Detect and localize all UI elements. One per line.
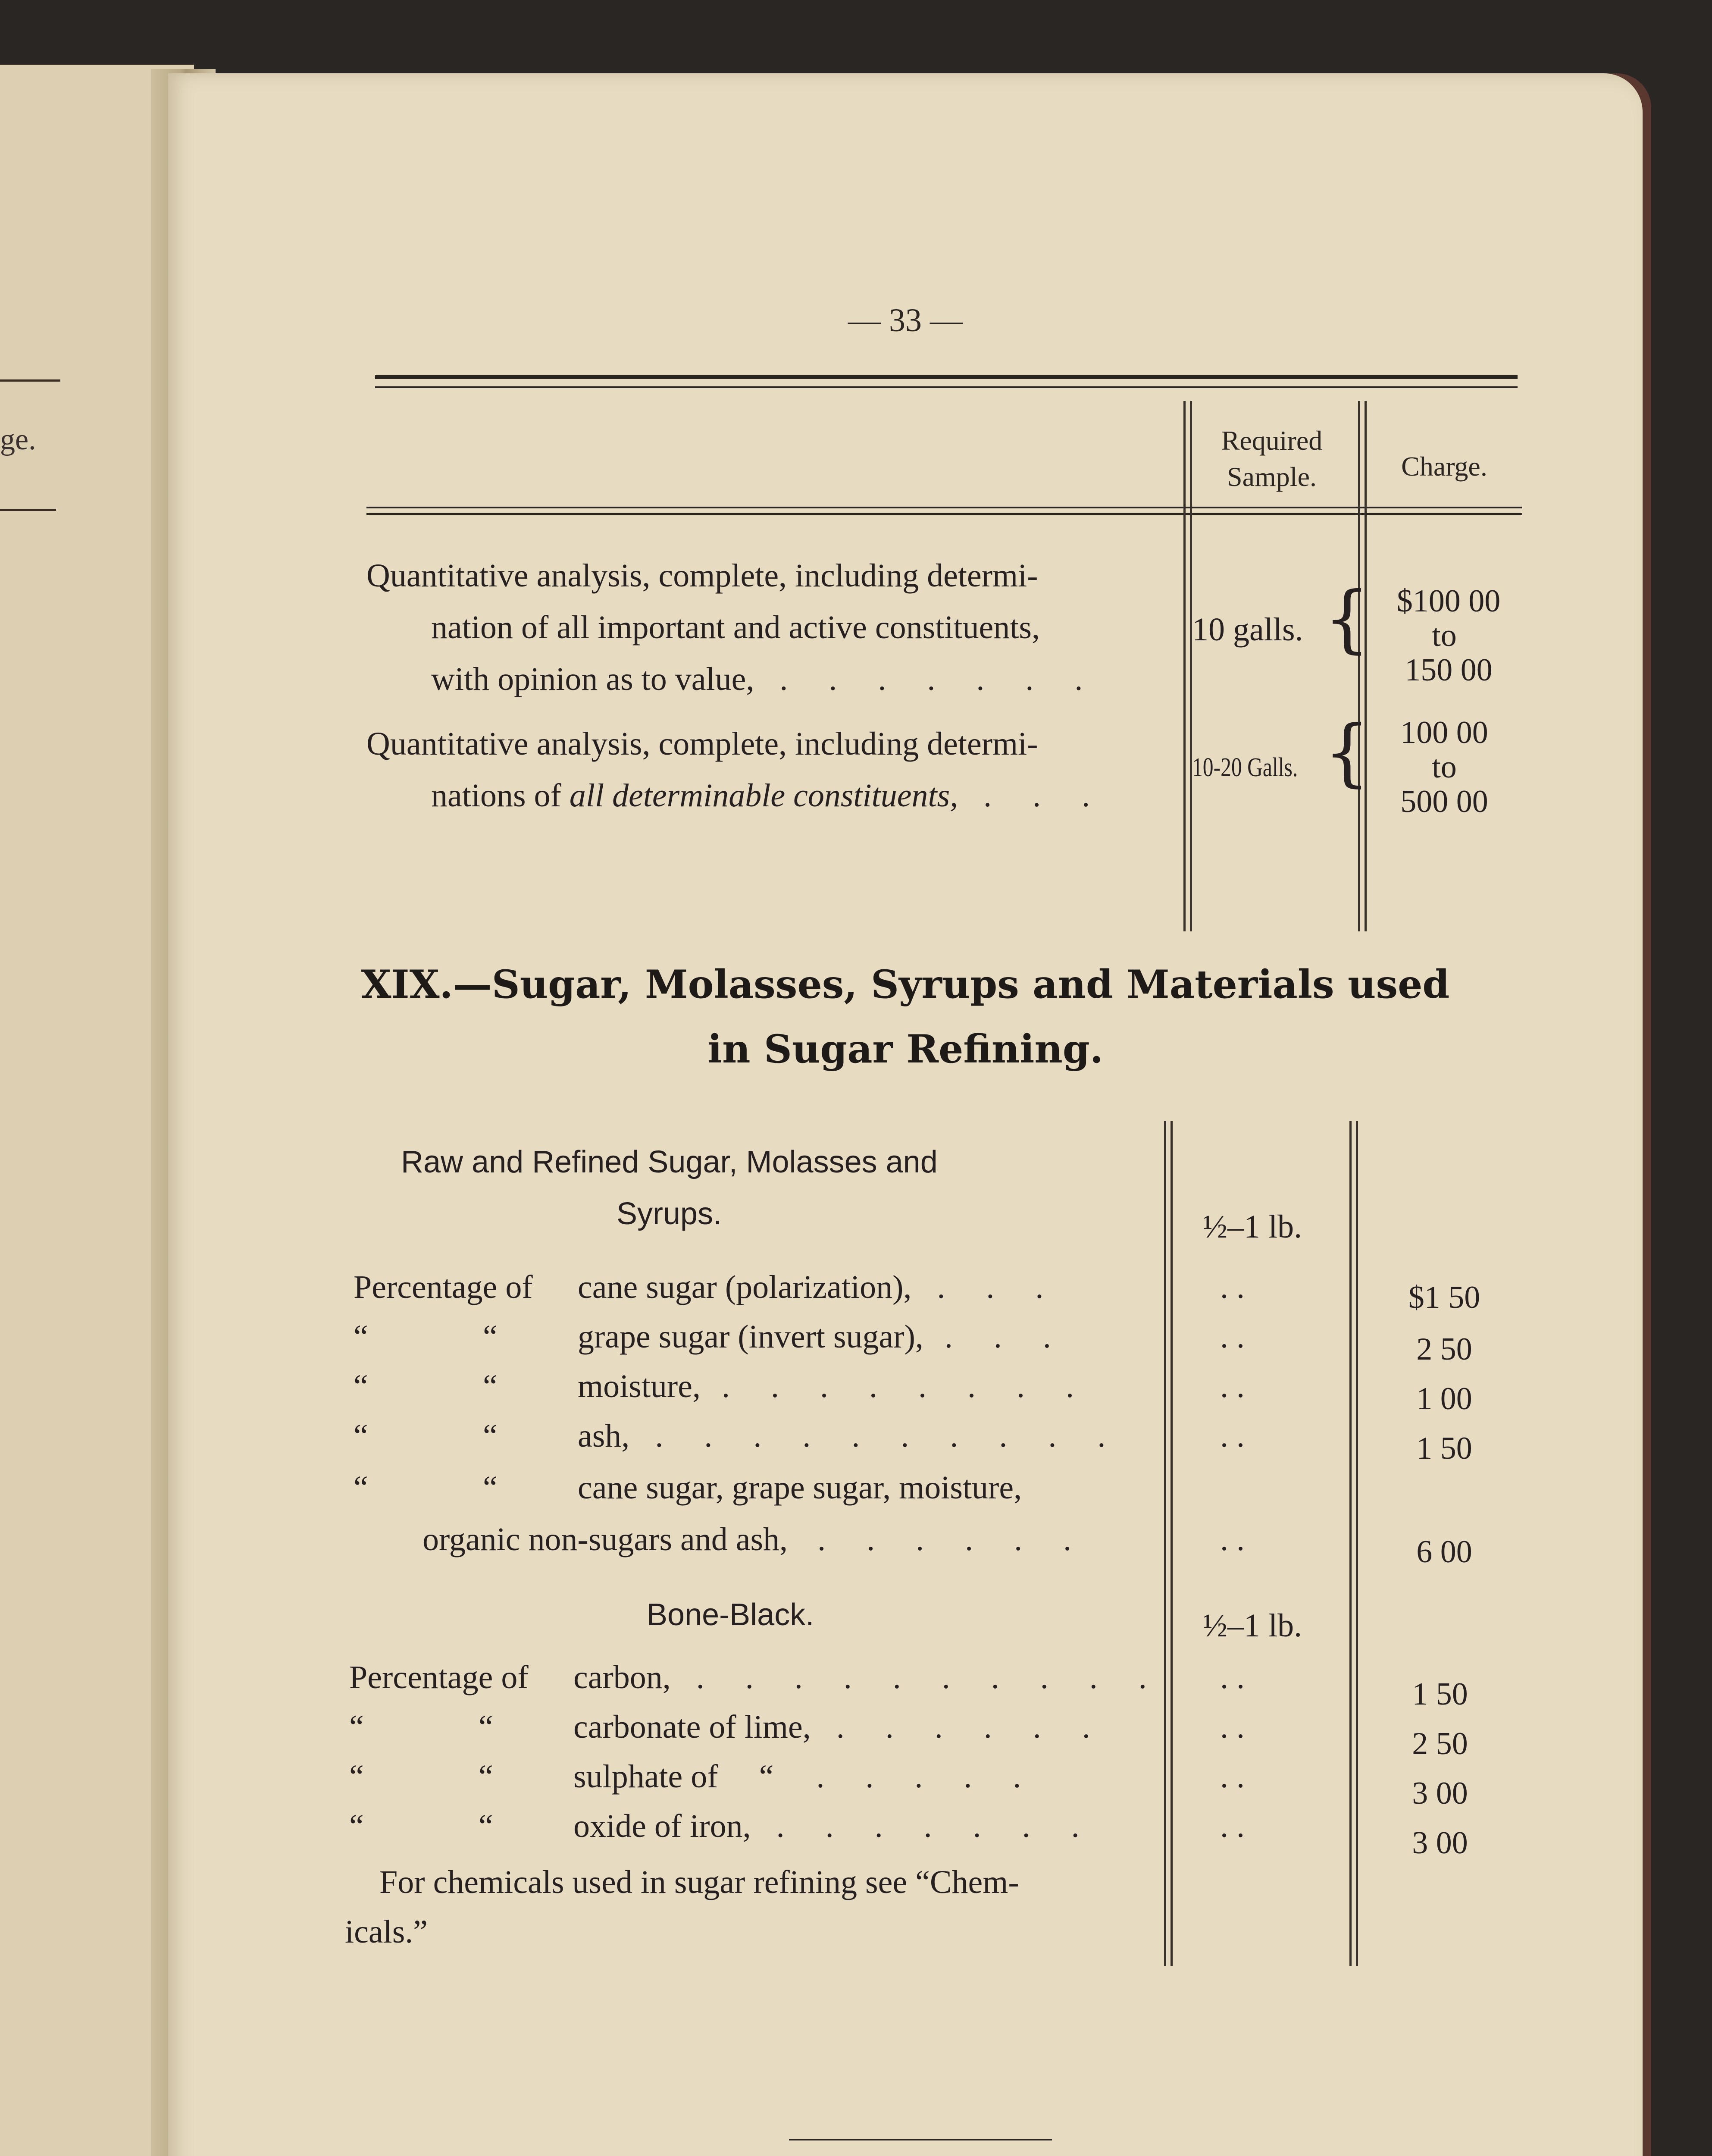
leader-dots: . . . . . . . . [721, 1368, 1090, 1404]
boneblack-sample: ½–1 lb. [1203, 1608, 1302, 1644]
row1-line3-text: with opinion as to value, [431, 661, 754, 697]
closing-rule [789, 2139, 1052, 2140]
leader-dots: . . . . . . . . . . [696, 1659, 1163, 1695]
leader-dots: . . . . . . . [779, 661, 1099, 697]
sugar-heading-line1: Raw and Refined Sugar, Molasses and [401, 1145, 938, 1179]
sugar-combined-line1 [354, 1464, 1022, 1511]
sample-dots: . . [1220, 1808, 1245, 1844]
ditto-mark: “ [483, 1418, 498, 1454]
row2-charge-mid: to [1432, 749, 1457, 785]
row1-charge-top: $100 00 [1396, 583, 1501, 619]
section-title-line1: XIX.—Sugar, Molasses, Syrups and Materials used [361, 962, 1450, 1007]
ditto-mark: “ [349, 1808, 364, 1844]
item-text: sulphate of “ [573, 1758, 774, 1795]
ditto-mark: “ [354, 1368, 368, 1404]
column-rule [1356, 1121, 1358, 1966]
sugar-item [354, 1363, 1090, 1410]
chemicals-note-line2: icals.” [345, 1914, 428, 1950]
left-page-rule [0, 509, 56, 511]
row2-charge-top: 100 00 [1400, 715, 1488, 750]
column-rule [1349, 1121, 1352, 1966]
sugar-charge: 2 50 [1416, 1332, 1472, 1367]
item-text: carbon, [573, 1659, 671, 1695]
boneblack-heading: Bone-Black. [647, 1598, 814, 1632]
column-rule [1164, 1121, 1166, 1966]
column-rule [1171, 1121, 1173, 1966]
left-page-fragment: ge. [0, 423, 36, 456]
sugar-charge: 1 50 [1416, 1431, 1472, 1466]
row1-brace: { [1324, 576, 1371, 661]
row1-charge-bot: 150 00 [1405, 652, 1493, 688]
row2-line2-prefix: nations of [431, 777, 561, 814]
row2-line2-italic: all determinable constituents, [569, 777, 958, 814]
item-text: cane sugar, grape sugar, moisture, [578, 1470, 1022, 1506]
boneblack-item [349, 1753, 1037, 1800]
left-page-rule [0, 379, 60, 382]
top-rule [375, 375, 1518, 379]
ditto-mark: “ [479, 1758, 493, 1795]
column-rule [1183, 401, 1186, 931]
sample-dots: . . [1220, 1418, 1245, 1454]
ditto-mark: “ [354, 1418, 368, 1454]
column-rule [1358, 401, 1360, 931]
leader-dots: . . . . . [816, 1758, 1038, 1795]
row1-line2: nation of all important and active constituents, [431, 609, 1040, 646]
item-text: organic non-sugars and ash, [423, 1521, 788, 1557]
book-page [168, 73, 1643, 2156]
item-label: Percentage of [354, 1269, 533, 1305]
row2-line2 [431, 772, 1106, 819]
charge-header: Charge. [1401, 451, 1487, 482]
sample-dots: . . [1220, 1368, 1245, 1404]
chemicals-note-line1: For chemicals used in sugar refining see “Chem- [379, 1864, 1019, 1900]
sample-dots: . . [1220, 1521, 1245, 1557]
leader-dots: . . . . . . [817, 1521, 1088, 1557]
ditto-mark: “ [483, 1368, 498, 1404]
leader-dots: . . . . . . [836, 1709, 1107, 1745]
sugar-heading-line2: Syrups. [617, 1197, 722, 1231]
sample-dots: . . [1220, 1269, 1245, 1305]
boneblack-charge: 3 00 [1412, 1776, 1468, 1811]
ditto-mark: “ [349, 1709, 364, 1745]
leader-dots: . . . . . . . [776, 1808, 1096, 1844]
required-sample-header: Required Sample. [1221, 425, 1323, 492]
ditto-mark: “ [483, 1470, 498, 1506]
column-rule [1190, 401, 1192, 931]
leader-dots: . . . [983, 777, 1107, 814]
item-text: moisture, [578, 1368, 701, 1404]
boneblack-charge: 2 50 [1412, 1726, 1468, 1761]
item-text: carbonate of lime, [573, 1709, 811, 1745]
row1-line1: Quantitative analysis, complete, including determi- [366, 558, 1038, 594]
header-rule [366, 507, 1522, 508]
ditto-mark: “ [483, 1319, 498, 1355]
leader-dots: . . . [937, 1269, 1060, 1305]
boneblack-item [349, 1802, 1096, 1850]
row1-sample: 10 galls. [1192, 611, 1303, 648]
sugar-item [354, 1263, 1060, 1311]
column-rule [1365, 401, 1367, 931]
item-text: oxide of iron, [573, 1808, 751, 1844]
ditto-mark: “ [354, 1319, 368, 1355]
row2-brace: { [1324, 710, 1371, 795]
sample-dots: . . [1220, 1758, 1245, 1795]
row1-charge-mid: to [1432, 618, 1457, 653]
sugar-item [354, 1313, 1067, 1360]
boneblack-item [349, 1654, 1163, 1701]
sample-dots: . . [1220, 1319, 1245, 1355]
leader-dots: . . . . . . . . . . [655, 1418, 1122, 1454]
leader-dots: . . . [944, 1319, 1067, 1355]
sugar-charge: 1 00 [1416, 1381, 1472, 1416]
sugar-combined-line2 [423, 1516, 1088, 1563]
item-text: grape sugar (invert sugar), [578, 1319, 923, 1355]
header-rule [366, 513, 1522, 515]
top-rule [375, 386, 1518, 388]
row2-charge-bot: 500 00 [1400, 784, 1488, 819]
sample-dots: . . [1220, 1709, 1245, 1745]
sugar-sample: ½–1 lb. [1203, 1209, 1302, 1245]
boneblack-item [349, 1703, 1107, 1751]
ditto-mark: “ [349, 1758, 364, 1795]
row1-line3 [431, 655, 1099, 703]
ditto-mark: “ [479, 1808, 493, 1844]
row2-line1: Quantitative analysis, complete, including determi- [366, 726, 1038, 762]
boneblack-charge: 1 50 [1412, 1677, 1468, 1712]
sample-dots: . . [1220, 1659, 1245, 1695]
page-number: — 33 — [848, 302, 963, 338]
sugar-item [354, 1412, 1122, 1460]
section-title-line2: in Sugar Refining. [707, 1026, 1104, 1072]
item-text: cane sugar (polarization), [578, 1269, 912, 1305]
ditto-mark: “ [479, 1709, 493, 1745]
row2-sample: 10-20 Galls. [1192, 753, 1298, 782]
sugar-charge: $1 50 [1408, 1280, 1480, 1315]
boneblack-charge: 3 00 [1412, 1825, 1468, 1861]
item-text: ash, [578, 1418, 630, 1454]
sugar-combined-charge: 6 00 [1416, 1534, 1472, 1570]
item-label: Percentage of [349, 1659, 529, 1695]
ditto-mark: “ [354, 1470, 368, 1506]
